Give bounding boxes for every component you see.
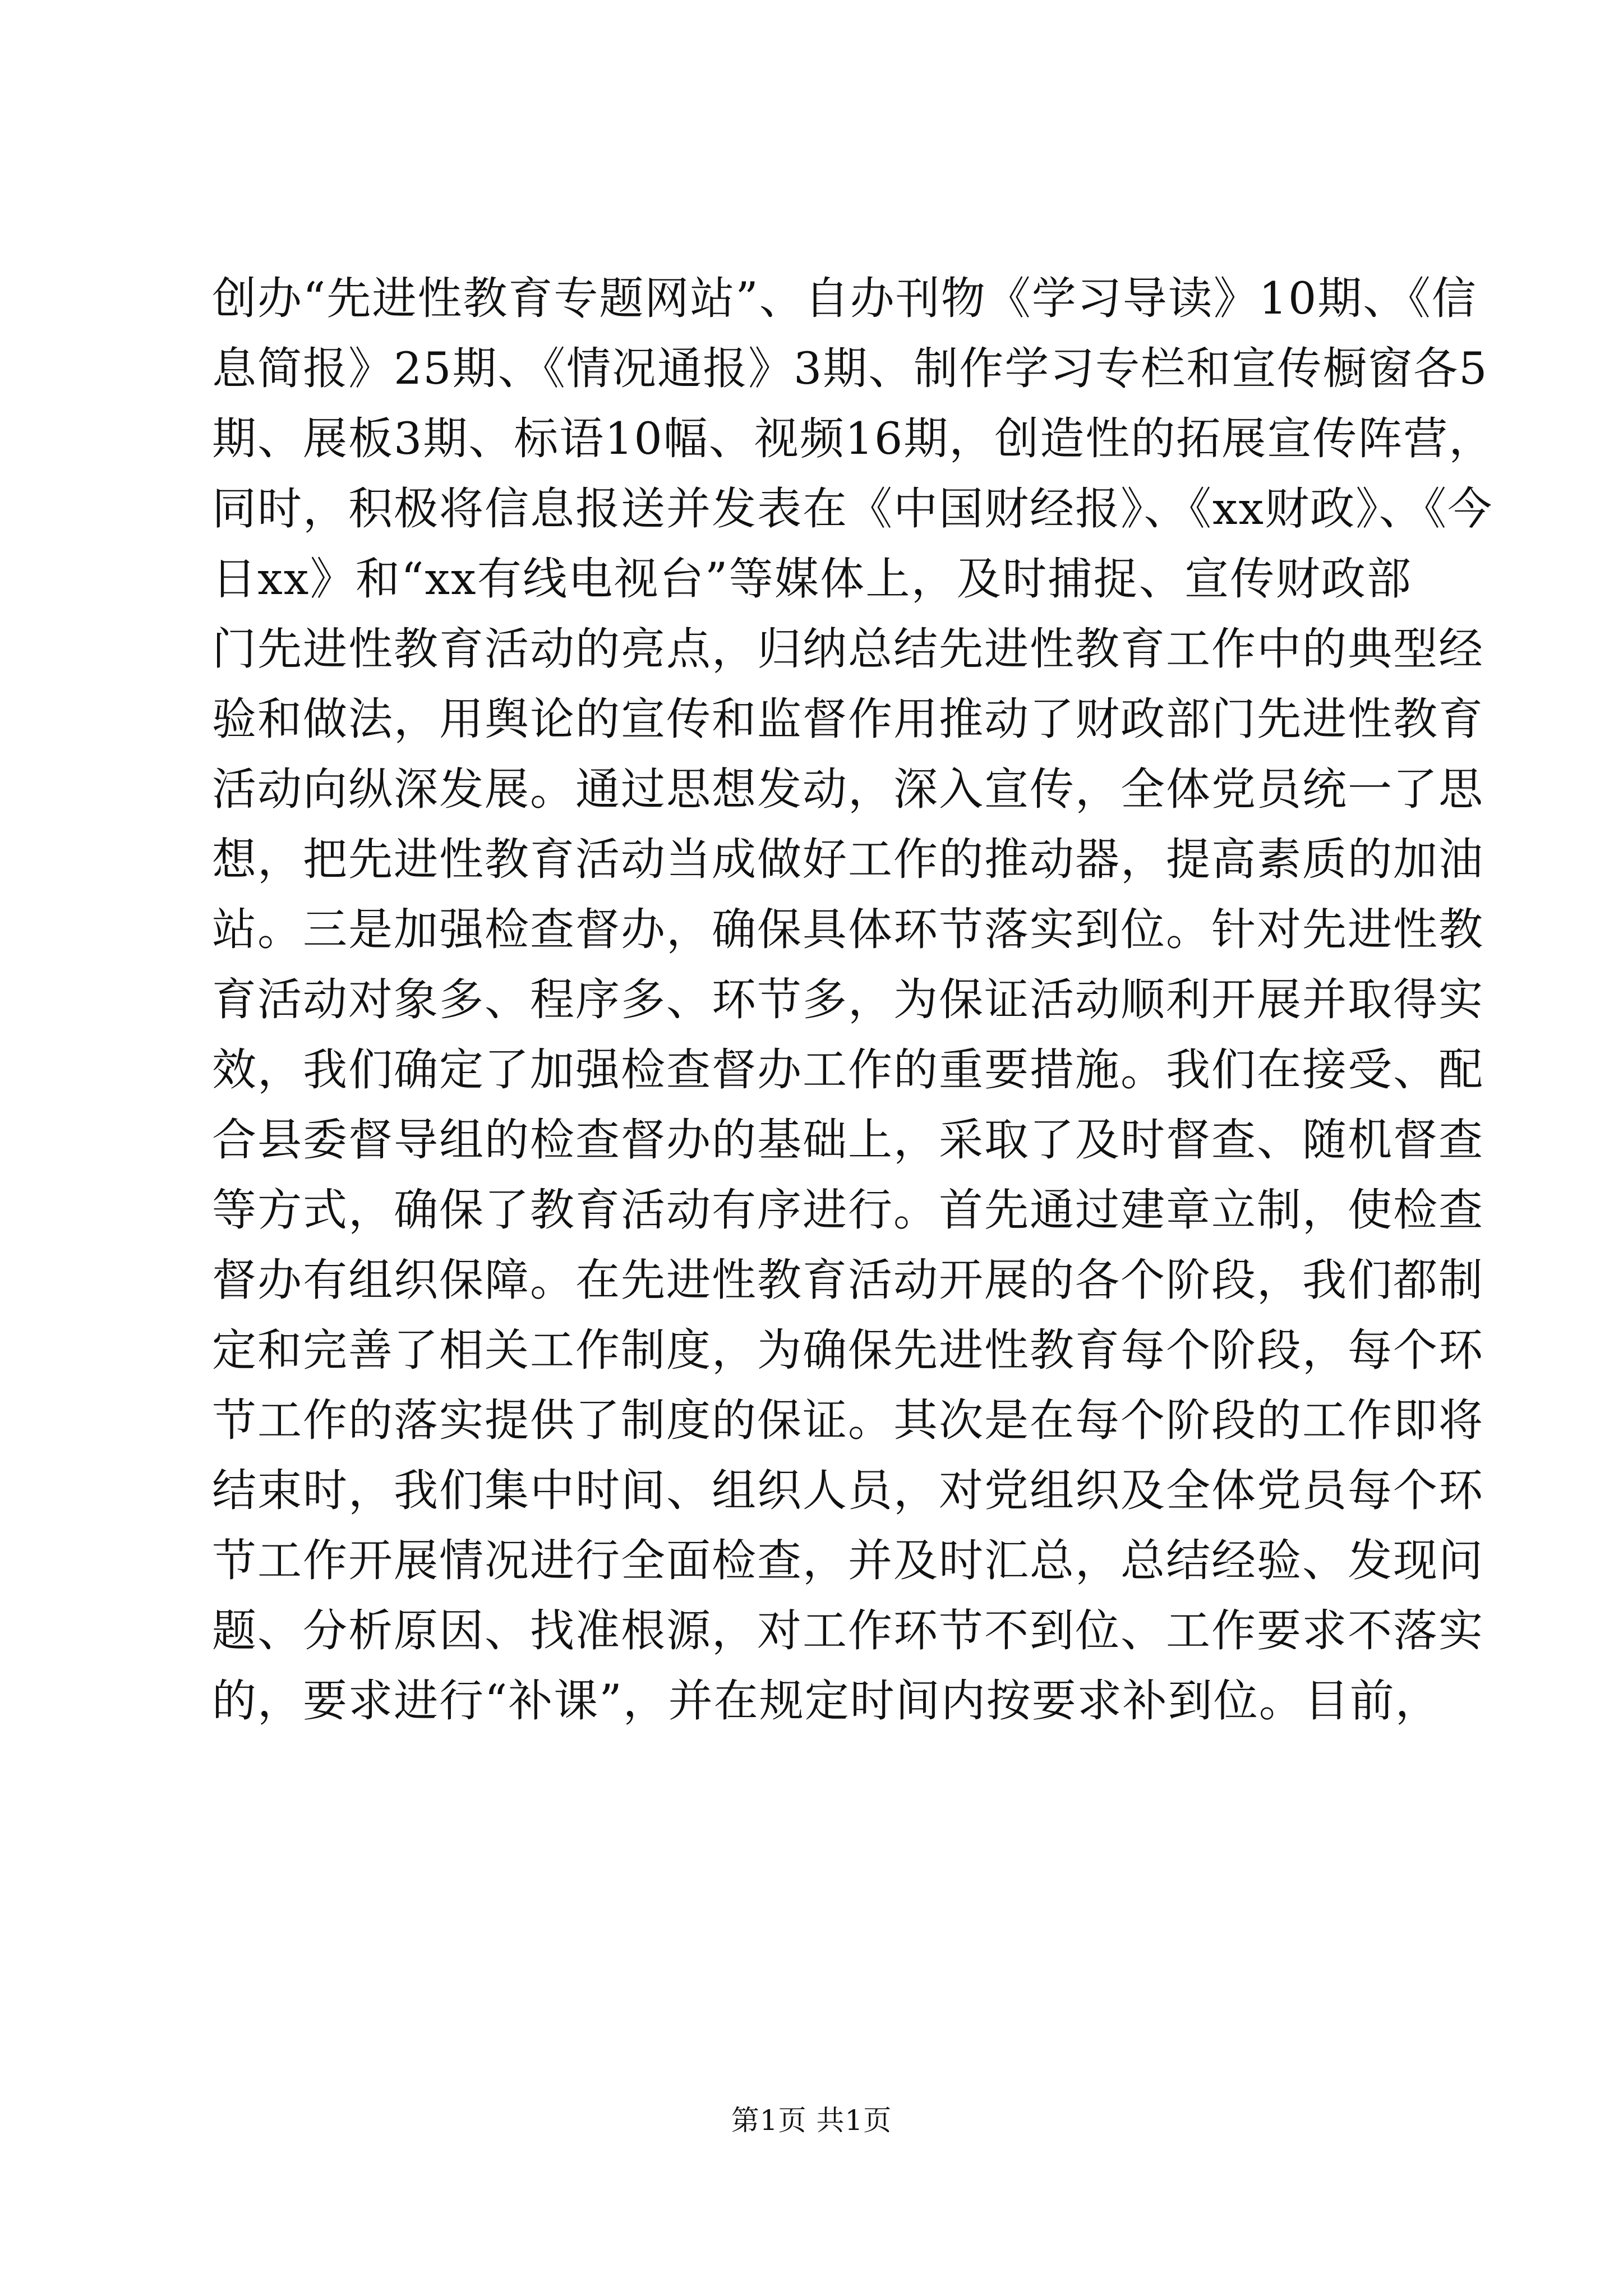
text-line: 创办“先进性教育专题网站”、自办刊物《学习导读》10期、《信 — [212, 273, 1477, 324]
text-line: 的，要求进行“补课”，并在规定时间内按要求补到位。目前， — [212, 1675, 1441, 1727]
text-line: 站。三是加强检查督办，确保具体环节落实到位。针对先进性教 — [212, 904, 1484, 955]
text-line: 结束时，我们集中时间、组织人员，对党组织及全体党员每个环 — [212, 1465, 1484, 1516]
text-line: 定和完善了相关工作制度，为确保先进性教育每个阶段，每个环 — [212, 1324, 1484, 1376]
text-line: 等方式，确保了教育活动有序进行。首先通过建章立制，使检查 — [212, 1184, 1484, 1236]
text-line: 门先进性教育活动的亮点，归纳总结先进性教育工作中的典型经 — [212, 623, 1484, 675]
text-line: 同时，积极将信息报送并发表在《中国财经报》、《xx财政》、《今 — [212, 483, 1493, 535]
text-line: 合县委督导组的检查督办的基础上，采取了及时督查、随机督查 — [212, 1114, 1484, 1166]
text-line: 节工作开展情况进行全面检查，并及时汇总，总结经验、发现问 — [212, 1535, 1484, 1586]
text-line: 息简报》25期、《情况通报》3期、制作学习专栏和宣传橱窗各5 — [212, 343, 1488, 394]
text-line: 想，把先进性教育活动当成做好工作的推动器，提高素质的加油 — [212, 834, 1484, 885]
text-line: 督办有组织保障。在先进性教育活动开展的各个阶段，我们都制 — [212, 1254, 1484, 1306]
page-footer — [0, 2101, 1623, 2140]
text-line: 期、展板3期、标语10幅、视频16期，创造性的拓展宣传阵营， — [212, 413, 1495, 464]
text-line: 活动向纵深发展。通过思想发动，深入宣传，全体党员统一了思 — [212, 763, 1484, 815]
text-line: 效，我们确定了加强检查督办工作的重要措施。我们在接受、配 — [212, 1044, 1484, 1096]
page-number-label: 第1页 共1页 — [731, 2104, 892, 2137]
text-line: 日xx》和“xx有线电视台”等媒体上，及时捕捉、宣传财政部 — [212, 553, 1412, 605]
body-paragraph — [212, 264, 1495, 1736]
text-line: 验和做法，用舆论的宣传和监督作用推动了财政部门先进性教育 — [212, 693, 1484, 745]
text-line: 题、分析原因、找准根源，对工作环节不到位、工作要求不落实 — [212, 1605, 1484, 1657]
text-line: 节工作的落实提供了制度的保证。其次是在每个阶段的工作即将 — [212, 1395, 1484, 1446]
text-line: 育活动对象多、程序多、环节多，为保证活动顺利开展并取得实 — [212, 974, 1484, 1025]
